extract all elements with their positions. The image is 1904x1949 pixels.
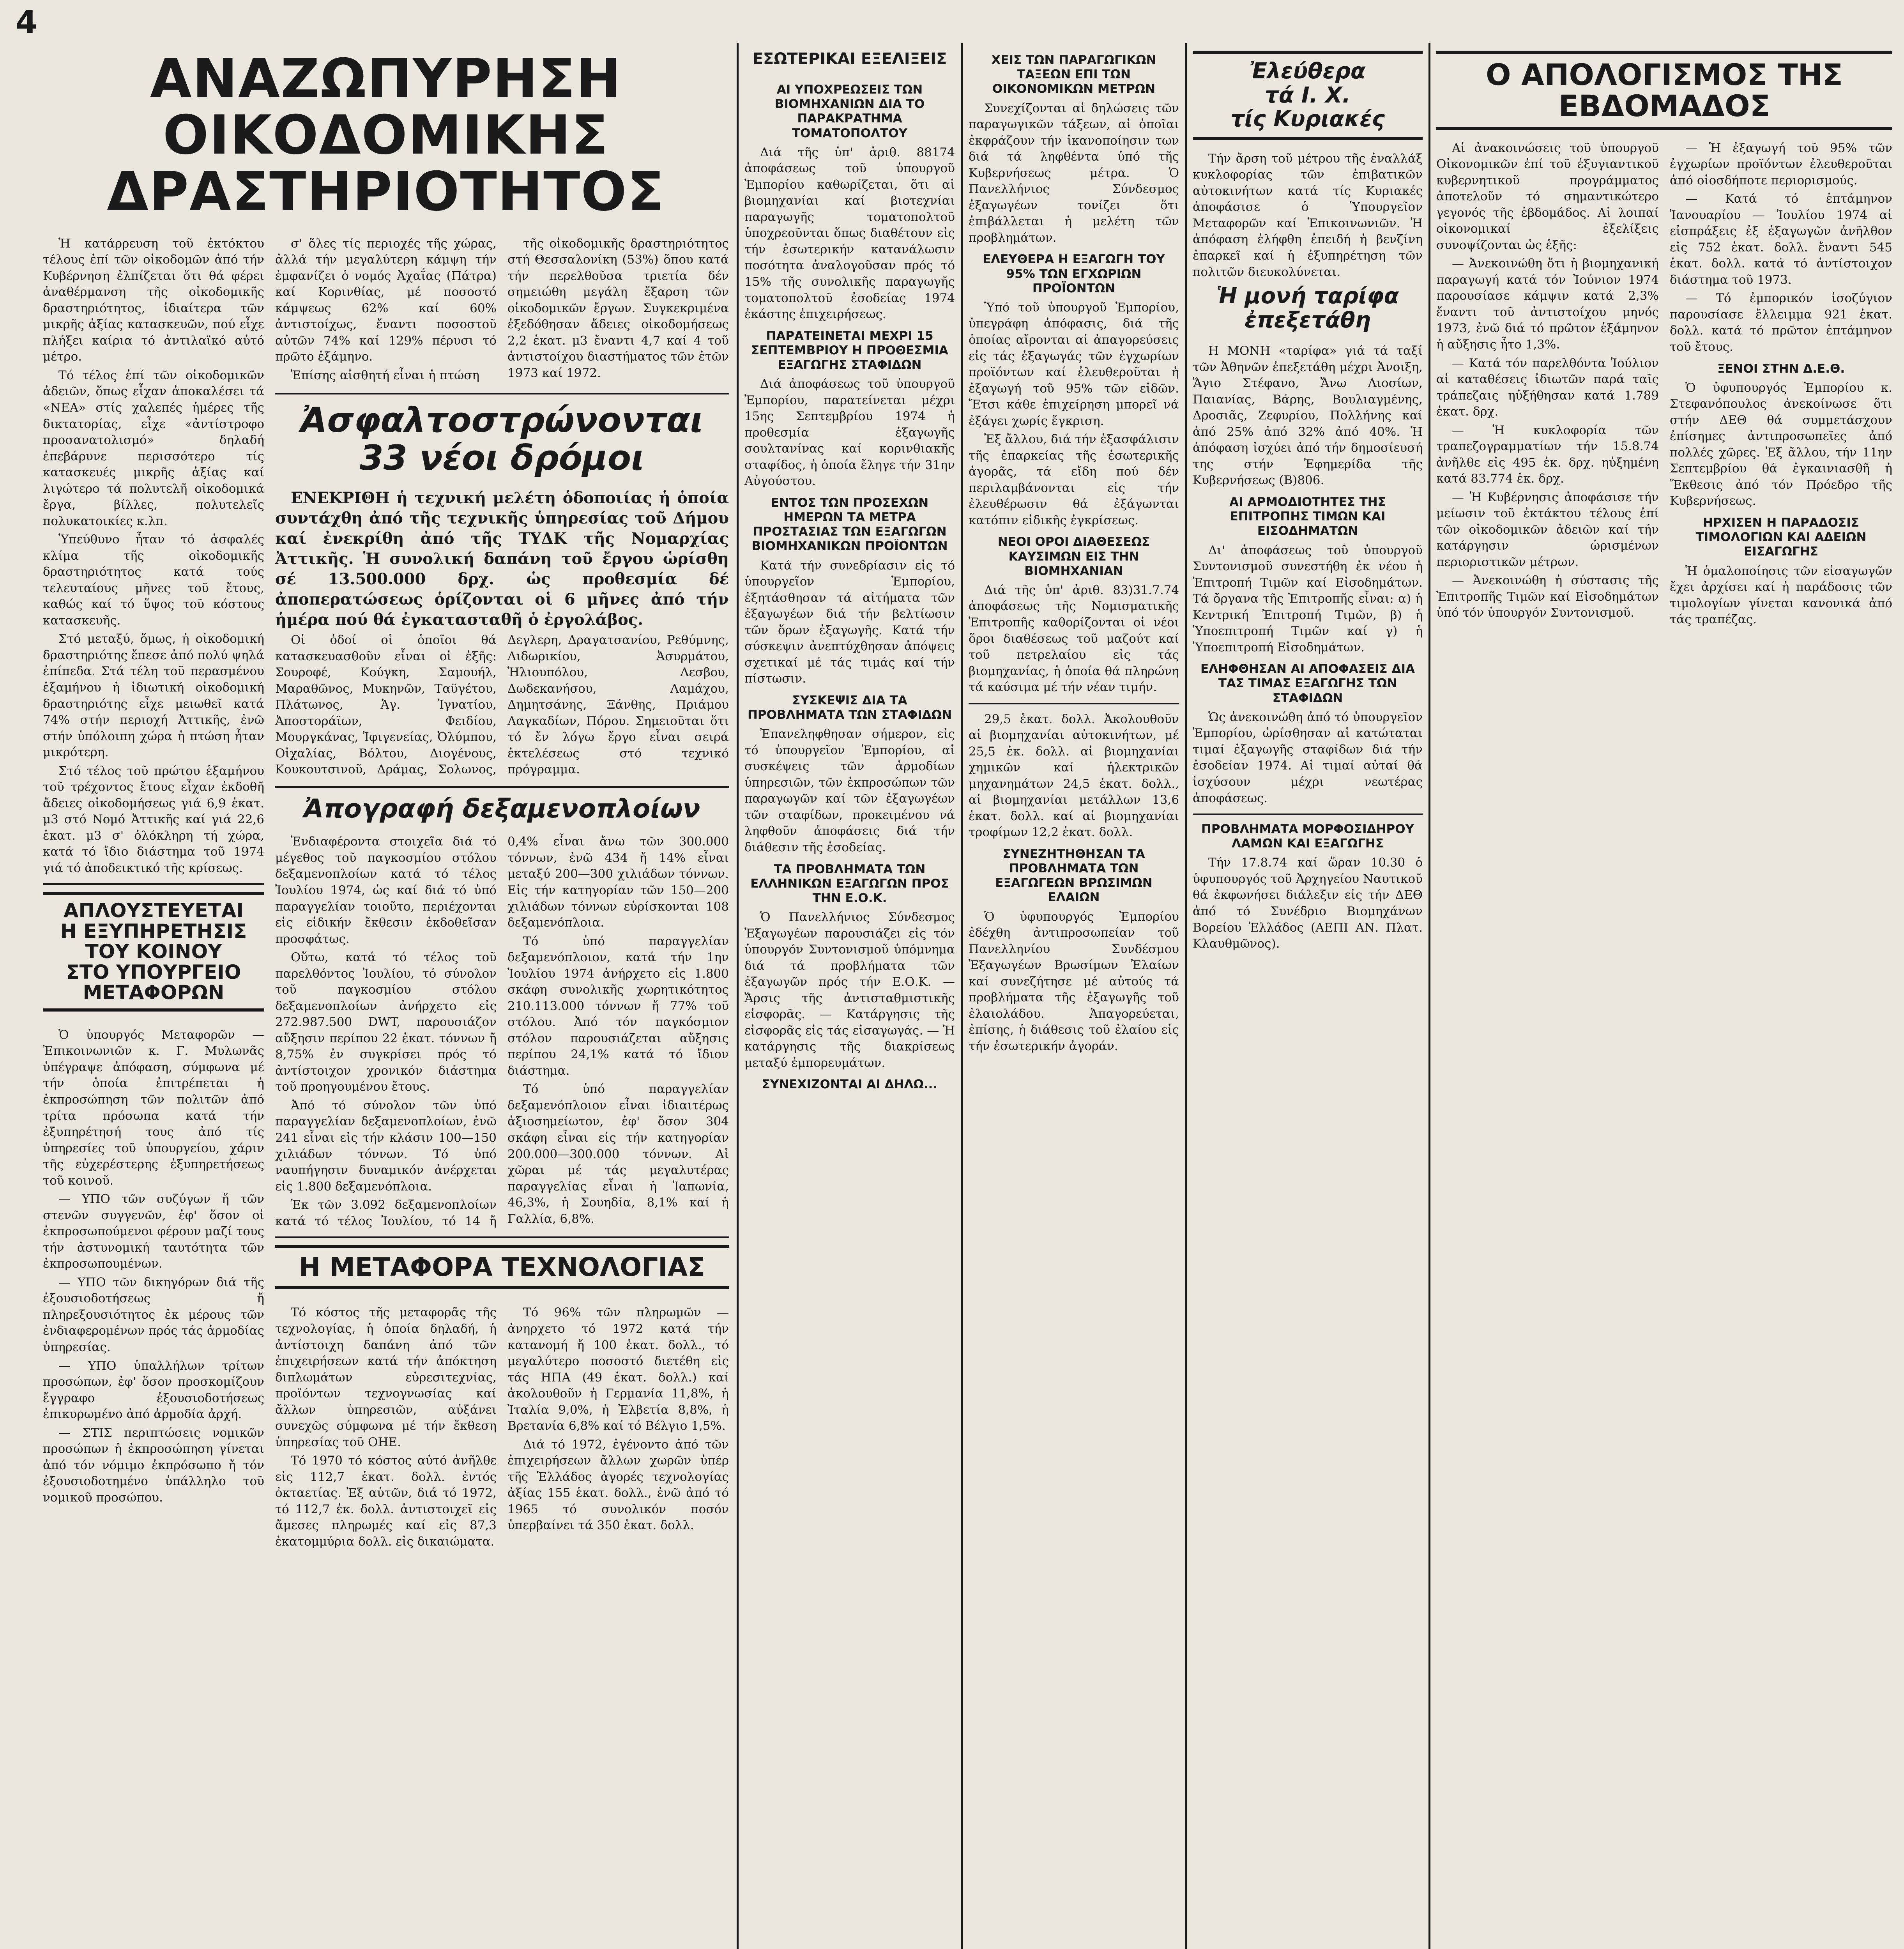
column6-paragraph: Δι' ἀποφάσεως τοῦ ὑπουργοῦ Συντονισμοῦ συνεστήθη ἐκ νέου ἡ Ἐπιτροπή Τιμῶν καί Εἰσοδημάτων. Τά ὄργανα τῆς Ἐπιτροπῆς εἶναι: α) ἡ Κεντρική Ἐπιτροπή Τιμῶν, β) ἡ Ὑποεπιτροπή Τιμῶν καί γ) ἡ Ὑποεπιτροπή Εἰσοδημάτων. — [1193, 543, 1423, 654]
column5-paragraph: Συνεχίζονται αἱ δηλώσεις τῶν παραγωγικῶν τάξεων, αἱ ὁποῖαι ἐκφράζουν τήν ἱκανοποίησιν των διά τά ληφθέντα ὑπό τῆς Κυβερνήσεως μέτρα. Ὁ Πανελλήνιος Σύνδεσμος ἐξαγωγέων τονίζει ὅτι ἐπιβάλλεται ἡ μελέτη τῶν προβλημάτων. — [969, 101, 1179, 245]
column7-headline: Ο ΑΠΟΛΟΓΙΣΜΟΣ ΤΗΣ ΕΒΔΟΜΑΔΟΣ — [1436, 51, 1892, 130]
article1-paragraph: Στό τέλος τοῦ πρώτου ἑξαμήνου τοῦ τρέχοντος ἔτους εἶχαν ἐκδοθῆ ἄδειες οἰκοδομήσεως γιά 6,9 ἑκατ. μ3 στό Νομό Ἀττικῆς καί γιά 22,6 ἑκατ. μ3 σ' ὁλόκληρη τή χώρα, κατά τό ἴδιο διάστημα τοῦ 1974 γιά τό ἀποδεικτικό τῆς κρίσεως. — [43, 764, 264, 875]
article4-headline — [43, 892, 264, 1012]
column7-paragraph: — Κατά τό ἑπτάμηνον Ἰανουαρίου — Ἰουλίου 1974 αἱ εἰσπράξεις ἐξ ἐξαγωγῶν ἀνῆλθον εἰς 752 ἑκατ. δολλ. ἔναντι 545 ἑκατ. δολλ. κατά τό ἀντίστοιχον διάστημα τοῦ 1973. — [1670, 192, 1892, 287]
column4-paragraph: Διά τῆς ὑπ' ἀριθ. 88174 ἀποφάσεως τοῦ ὑπουργοῦ Ἐμπορίου καθωρίζεται, ὅτι αἱ βιομηχανίαι καί βιοτεχνίαι παραγωγῆς τοματοπολτοῦ ὑποχρεοῦνται ὅπως διαθέτουν εἰς τήν ἐσωτερικήν κατανάλωσιν ποσότητα ἀναλογοῦσαν πρός τό 15% τῆς συνολικῆς παραγωγῆς τοματοπολτοῦ ἐσοδείας 1974 ἐκάστης ἐπιχειρήσεως. — [744, 145, 955, 322]
column-5 — [969, 47, 1179, 1949]
column5-subhead: ΣΥΝΕΖΗΤΗΘΗΣΑΝ ΤΑ ΠΡΟΒΛΗΜΑΤΑ ΤΩΝ ΕΞΑΓΩΓΕΩΝ ΒΡΩΣΙΜΩΝ ΕΛΑΙΩΝ — [995, 847, 1153, 905]
column4-subhead: ΠΑΡΑΤΕΙΝΕΤΑΙ ΜΕΧΡΙ 15 ΣΕΠΤΕΜΒΡΙΟΥ Η ΠΡΟΘΕΣΜΙΑ ΕΞΑΓΩΓΗΣ ΣΤΑΦΙΔΩΝ — [751, 329, 948, 372]
divider — [969, 703, 1179, 704]
article2-headline — [275, 401, 729, 477]
continued-note: ΣΥΝΕΧΙΖΟΝΤΑΙ ΑΙ ΔΗΛΩ... — [762, 1077, 938, 1092]
column7-paragraph: — Τό ἐμπορικόν ἰσοζύγιον παρουσίασε ἔλλειμμα 921 ἑκατ. δολλ. κατά τό πρῶτον ἑπτάμηνον τοῦ ἔτους. — [1670, 291, 1892, 354]
column6-headline — [1193, 51, 1423, 140]
article4-paragraph: — ΥΠΟ ὑπαλλήλων τρίτων προσώπων, ἐφ' ὅσον προσκομίζουν ἔγγραφο ἐξουσιοδοτήσεως ἐπικυρωμένο ἀπό ἁρμοδία ἀρχή. — [43, 1358, 264, 1422]
column7-body — [1436, 140, 1892, 628]
column4-subhead: ΣΥΣΚΕΨΙΣ ΔΙΑ ΤΑ ΠΡΟΒΛΗΜΑΤΑ ΤΩΝ ΣΤΑΦΙΔΩΝ — [747, 693, 952, 722]
column6-headline2 — [1193, 284, 1423, 332]
column5-subhead: ΧΕΙΣ ΤΩΝ ΠΑΡΑΓΩΓΙΚΩΝ ΤΑΞΕΩΝ ΕΠΙ ΤΩΝ ΟΙΚΟΝΟΜΙΚΩΝ ΜΕΤΡΩΝ — [991, 53, 1156, 96]
column4-subhead: ΑΙ ΥΠΟΧΡΕΩΣΕΙΣ ΤΩΝ ΒΙΟΜΗΧΑΝΙΩΝ ΔΙΑ ΤΟ ΠΑΡΑΚΡΑΤΗΜΑ ΤΟΜΑΤΟΠΟΛΤΟΥ — [774, 83, 925, 140]
column6-paragraph: Η ΜΟΝΗ «ταρίφα» γιά τά ταξί τῶν Ἀθηνῶν ἐπεξετάθη μέχρι Ἀνοιξη, Ἅγιο Στέφανο, Ἄνω Λιοσίων, Παιανίας, Βάρης, Βουλιαγμένης, Δροσιᾶς, Ζεφυρίου, Πολλήνης καί ἀπό 25% ἀπό 32% ἀπό 40%. Ἡ ἀπόφαση ἰσχύει ἀπό τήν δημοσίευσή της στήν Ἐφημερίδα τῆς Κυβερνήσεως (Β)806. — [1193, 344, 1423, 488]
column7-paragraph: — Ἡ ἐξαγωγή τοῦ 95% τῶν ἐγχωρίων προϊόντων ἐλευθεροῦται ἀπό οἱοσδήποτε περιορισμούς. — [1670, 141, 1892, 187]
article4-title-line: ΜΕΤΑΦΟΡΩΝ — [83, 981, 225, 1004]
article1-paragraph: Τό τέλος ἐπί τῶν οἰκοδομικῶν ἀδειῶν, ὅπως εἶχαν ἀποκαλέσει τά «ΝΕΑ» στίς χαλεπές ἡμέρες τῆς δικτατορίας, εἶχε «ἀντίστροφο προσανατολισμό» δηλαδή ἐπεβάρυνε περισσότερο τίς κατασκευές μικρῆς ἀξίας καί λιγώτερο τά πολυτελῆ οἰκοδομικά ἔργα, βίλλες, πολυτελεῖς πολυκατοικίες κ.λπ. — [43, 368, 264, 528]
article1-body — [43, 236, 729, 1550]
column7-paragraph: Ἡ ὁμαλοποίησις τῶν εἰσαγωγῶν ἔχει ἀρχίσει καί ἡ παράδοσις τῶν τιμολογίων γίνεται κανονικά ἀπό τάς τραπέζας. — [1670, 564, 1892, 627]
column6-subhead: ΕΛΗΦΘΗΣΑΝ ΑΙ ΑΠΟΦΑΣΕΙΣ ΔΙΑ ΤΑΣ ΤΙΜΑΣ ΕΞΑΓΩΓΗΣ ΤΩΝ ΣΤΑΦΙΔΩΝ — [1200, 662, 1415, 705]
column5-paragraph: Ὑπό τοῦ ὑπουργοῦ Ἐμπορίου, ὑπεγράφη ἀπόφασις, διά τῆς ὁποίας αἴρονται αἱ ἀπαγορεύσεις εἰς τάς ἐξαγωγάς τῶν ἐγχωρίων προϊόντων καί ἐλευθεροῦται ἡ ἐξαγωγή τοῦ 95% τῶν εἰδῶν. Ἔτσι κάθε ἐπιχείρηση μπορεῖ νά ἐξάγει χωρίς ἔγκριση. — [969, 300, 1179, 428]
article1-title-line2: ΔΡΑΣΤΗΡΙΟΤΗΤΟΣ — [107, 160, 665, 223]
column6-paragraph: Τήν ἄρση τοῦ μέτρου τῆς ἐναλλάξ κυκλοφορίας τῶν ἐπιβατικῶν αὐτοκινήτων κατά τίς Κυριακές ἀποφάσισε ὁ Ὑπουργεῖον Μεταφορῶν καί Ἐπικοινωνιῶν. Ἡ ἀπόφαση ἐλήφθη ἐπειδή ἡ βενζίνη ἐπαρκεῖ καί ἡ ἐξυπηρέτηση τῶν πολιτῶν διευκολύνεται. — [1193, 151, 1423, 279]
article4-paragraph: — ΥΠΟ τῶν δικηγόρων διά τῆς ἐξουσιοδοτήσεως ἤ πληρεξουσιότητος ἐκ μέρους τῶν ἐνδιαφερομένων πρός τάς ἁρμοδίας ὑπηρεσίας. — [43, 1275, 264, 1354]
article4-paragraph: Ὁ ὑπουργός Μεταφορῶν — Ἐπικοινωνιῶν κ. Γ. Μυλωνᾶς ὑπέγραψε ἀπόφαση, σύμφωνα μέ τήν ὁποία ἐπιτρέπεται ἡ ἐκπροσώπηση τῶν πολιτῶν ἀπό τρίτα πρόσωπα κατά τήν ἐξυπηρέτησή τους ἀπό τίς ὑπηρεσίες τοῦ ὑπουργείου, χάριν τῆς εὐχερέστερης ἐξυπηρετήσεως τοῦ κοινοῦ. — [43, 1028, 264, 1188]
column6-paragraph: Ὡς ἀνεκοινώθη ἀπό τό ὑπουργεῖον Ἐμπορίου, ὡρίσθησαν αἱ κατώταται τιμαί ἐξαγωγῆς σταφίδων διά τήν ἐσοδείαν 1974. Αἱ τιμαί αὐταί θά ἰσχύσουν μέχρι νεωτέρας ἀποφάσεως. — [1193, 710, 1423, 805]
column7-subhead: ΗΡΧΙΣΕΝ Η ΠΑΡΑΔΟΣΙΣ ΤΙΜΟΛΟΓΙΩΝ ΚΑΙ ΑΔΕΙΩΝ ΕΙΣΑΓΩΓΗΣ — [1695, 515, 1867, 559]
column-rule — [737, 43, 739, 1949]
divider — [275, 786, 729, 788]
divider — [275, 393, 729, 394]
column5-subhead: ΝΕΟΙ ΟΡΟΙ ΔΙΑΘΕΣΕΩΣ ΚΑΥΣΙΜΩΝ ΕΙΣ ΤΗΝ ΒΙΟΜΗΧΑΝΙΑΝ — [997, 535, 1150, 578]
article4-paragraph: — ΥΠΟ τῶν συζύγων ἤ τῶν στενῶν συγγενῶν, ἐφ' ὅσον οἱ ἐκπροσωπούμενοι φέρουν μαζί τους τήν ἀστυνομική ταυτότητα τῶν ἐκπροσωπουμένων. — [43, 1192, 264, 1271]
article5-paragraph: Τό κόστος τῆς μεταφορᾶς τῆς τεχνολογίας, ἡ ὁποία δηλαδή, ἡ ἀντίστοιχη δαπάνη ἀπό τῶν ἐπιχειρήσεων κατά τήν ἀπόκτηση διπλωμάτων εὑρεσιτεχνίας, προϊόντων τεχνογνωσίας καί ἄλλων ὑπηρεσιῶν, αὐξάνει συνεχῶς σύμφωνα μέ τήν ἔκθεση ὑπηρεσίας τοῦ ΟΗΕ. — [275, 1305, 497, 1449]
article4-title-line: ΣΤΟ ΥΠΟΥΡΓΕΙΟ — [66, 960, 241, 983]
column6-subhead: ΠΡΟΒΛΗΜΑΤΑ ΜΟΡΦΟΣΙΔΗΡΟΥ ΛΑΜΩΝ ΚΑΙ ΕΞΑΓΩΓΗΣ — [1201, 822, 1414, 851]
column7-paragraph: — Ἡ Κυβέρνησις ἀποφάσισε τήν μείωσιν τοῦ ἐκτάκτου τέλους ἐπί τῶν οἰκοδομικῶν ἀδειῶν καί τήν κατάργησιν ὡρισμένων περιοριστικῶν μέτρων. — [1436, 490, 1659, 569]
column7-paragraph: — Ἀνεκοινώθη ἡ σύστασις τῆς Ἐπιτροπῆς Τιμῶν καί Εἰσοδημάτων ὑπό τόν ὑπουργόν Συντονισμοῦ. — [1436, 573, 1659, 620]
column-4 — [744, 47, 955, 1949]
article5-body — [275, 1305, 729, 1550]
article1-col3 — [507, 236, 729, 386]
section-title: ΕΣΩΤΕΡΙΚΑΙ ΕΞΕΛΙΞΕΙΣ — [752, 50, 947, 68]
column4-paragraph: Ὁ Πανελλήνιος Σύνδεσμος Ἐξαγωγέων παρουσιάζει εἰς τόν ὑπουργόν Συντονισμοῦ ὑπόμνημα διά τά προβλήματα τῶν ἐξαγωγῶν πρός τήν Ε.Ο.Κ. — Ἄρσις τῆς ἀντισταθμιστικῆς εἰσφορᾶς. — Κατάργησις τῆς εἰσφορᾶς εἰς τάς εἰσαγωγάς. — Ἡ κατάργησις τῆς διακρίσεως μεταξύ ἐμπορευμάτων. — [744, 910, 955, 1070]
article3-paragraph: Ἀπό τό σύνολον τῶν ὑπό παραγγελίαν δεξαμενοπλοίων, ἐνῶ 241 εἶναι εἰς τήν κλάσιν 100—150 χιλιάδων τόννων. Τό ὑπό ναυπήγησιν δυναμικόν ἀνέρχεται εἰς 1.800 δεξαμενόπλοια. — [275, 1098, 497, 1194]
article1-paragraph: σ' ὅλες τίς περιοχές τῆς χώρας, ἀλλά τήν μεγαλύτερη κάμψη τήν ἐμφανίζει ὁ νομός Ἀχαΐας (Πάτρα) καί Κορινθίας, μέ ποσοστό κάμψεως 62% καί 60% ἀντιστοίχως, ἔναντι ποσοστοῦ αὐτῶν 74% καί 129% πέρυσι τό πρῶτο ἑξάμηνο. — [275, 236, 497, 364]
column-rule — [1428, 43, 1430, 1949]
divider — [43, 883, 264, 885]
column7-paragraph: Αἱ ἀνακοινώσεις τοῦ ὑπουργοῦ Οἰκονομικῶν ἐπί τοῦ ἐξυγιαντικοῦ κυβερνητικοῦ προγράμματος ἀποτελοῦν τό σημαντικώτερο γεγονός τῆς ἑβδομάδος. Αἱ λοιπαί οἰκονομικαί ἐξελίξεις συνοψίζονται ὡς ἑξῆς: — [1436, 141, 1659, 252]
column-7 — [1436, 47, 1892, 1949]
article3-paragraph: Ἐκ τῶν 3.092 δεξαμενοπλοίων κατά τό τέλος Ἰουλίου, τό 14 ἤ 0,4% εἶναι ἄνω τῶν 300.000 τόννων, ἐνῶ 434 ἤ 14% εἶναι μεταξύ 200—300 χιλιάδων τόννων. Εἰς τήν κατηγορίαν τῶν 150—200 χιλιάδων τόννων εὑρίσκονται 108 δεξαμενόπλοια. — [275, 835, 729, 1228]
column5-paragraph: 29,5 ἑκατ. δολλ. Ἀκολουθοῦν αἱ βιομηχανίαι αὐτοκινήτων, μέ 25,5 ἑκ. δολλ. αἱ βιομηχανίαι χημικῶν καί ἠλεκτρικῶν μηχανημάτων 24,5 ἑκατ. δολλ., αἱ βιομηχανίαι μετάλλων 13,6 ἑκατ. δολλ. καί αἱ βιομηχανίαι τροφίμων 12,2 ἑκατ. δολλ. — [969, 712, 1179, 840]
left-block — [43, 47, 729, 1949]
article3-headline: Ἀπογραφή δεξαμενοπλοίων — [304, 793, 700, 824]
divider — [275, 1236, 729, 1238]
article3-paragraph: Οὕτω, κατά τό τέλος τοῦ παρελθόντος Ἰουλίου, τό σύνολον τοῦ παγκοσμίου στόλου δεξαμενοπλοίων ἀνήρχετο εἰς 272.987.500 DWT, παρουσιάζον αὔξησιν περίπου 22 ἑκατ. τόννων ἤ 8,75% ἐν συγκρίσει πρός τό ἀντίστοιχον χρονικόν διάστημα τοῦ προηγουμένου ἔτους. — [275, 950, 497, 1094]
article1-paragraph: Στό μεταξύ, ὅμως, ἡ οἰκοδομική δραστηριότης ἔπεσε ἀπό πολύ ψηλά ἐπίπεδα. Στά τέλη τοῦ περασμένου ἑξαμήνου ἡ ἰδιωτική οἰκοδομική δραστηριότης εἶχε μειωθεῖ κατά 74% στήν περιοχή Ἀττικῆς, ἐνῶ στήν ὑπόλοιπη χώρα ἡ πτώση ἦταν μικρότερη. — [43, 632, 264, 760]
article3-paragraph: Τό ὑπό παραγγελίαν δεξαμενόπλοιον, κατά τήν 1ην Ἰουλίου 1974 ἀνήρχετο εἰς 1.800 σκάφη συνολικῆς χωρητικότητος 210.113.000 τόννων ἤ 77% τοῦ στόλου. Ἀπό τόν παγκόσμιον στόλον παρουσιάζεται αὔξησις περίπου 24,1% κατά τό ἴδιον διάστημα. — [507, 934, 729, 1078]
column-6 — [1193, 47, 1423, 1949]
column6-paragraph: Τήν 17.8.74 καί ὥραν 10.30 ὁ ὑφυπουργός τοῦ Ἀρχηγείου Ναυτικοῦ θά ἐκφωνήσει διάλεξιν εἰς τήν ΔΕΘ ἀπό τό Συνέδριο Βιομηχάνων Βορείου Ἑλλάδος (ΑΕΠΙ ΑΝ. Πλατ. Κλαυθμῶνος). — [1193, 856, 1423, 951]
article1-title-line1: ΑΝΑΖΩΠΥΡΗΣΗ ΟΙΚΟΔΟΜΙΚΗΣ — [150, 47, 622, 166]
column7-subhead: ΞΕΝΟΙ ΣΤΗΝ Δ.Ε.Θ. — [1717, 361, 1845, 376]
column4-paragraph: Διά ἀποφάσεως τοῦ ὑπουργοῦ Ἐμπορίου, παρατείνεται μέχρι 15ης Σεπτεμβρίου 1974 ἡ προθεσμία ἐξαγωγῆς σουλτανίνας καί κορινθιακῆς σταφίδος, ἡ ὁποία ἔληγε τήν 31ην Αὐγούστου. — [744, 377, 955, 488]
article2-lead: ΕΝΕΚΡΙΘΗ ἡ τεχνική μελέτη ὁδοποιίας ἡ ὁποία συντάχθη ἀπό τῆς τεχνικῆς ὑπηρεσίας τοῦ Δήμου καί ἐνεκρίθη ἀπό τῆς ΤΥΔΚ τῆς Νομαρχίας Ἀττικῆς. Ἡ συνολική δαπάνη τοῦ ἔργου ὡρίσθη σέ 13.500.000 δρχ. ὡς προθεσμία δέ ἀποπερατώσεως ὁρίζονται οἱ 6 μῆνες ἀπό τήν ἡμέρα πού θά ἐγκατασταθῆ ὁ ἐργολάβος. — [275, 489, 729, 629]
column6-title2-line: ἐπεξετάθη — [1245, 307, 1371, 333]
article4-title-line: Η ΕΞΥΠΗΡΕΤΗΣΙΣ — [60, 920, 247, 943]
article5-paragraph: Τό 96% τῶν πληρωμῶν — ἀνηρχετο τό 1972 κατά τήν κατανομή ἤ 100 ἑκατ. δολλ., τό μεγαλύτερο ποσοστό διετέθη εἰς τάς ΗΠΑ (49 ἑκατ. δολλ.) καί ἀκολουθοῦν ἡ Γερμανία 11,8%, ἡ Ἰταλία 9,0%, ἡ Ἐλβετία 8,8%, ἡ Βρετανία 6,8% καί τό Βέλγιο 1,5%. — [507, 1305, 729, 1433]
article2-title-line2: 33 νέοι δρόμοι — [359, 438, 645, 478]
article3-paragraph: Ἐνδιαφέροντα στοιχεῖα διά τό μέγεθος τοῦ παγκοσμίου στόλου δεξαμενοπλοίων κατά τό τέλος Ἰουλίου 1974, ὡς καί διά τό ὑπό παραγγελίαν τοιοῦτο, περιέχονται εἰς εἰδικήν ἔκθεσιν ἐκδοθεῖσαν προσφάτως. — [275, 835, 497, 946]
article4-title-line: ΑΠΛΟΥΣΤΕΥΕΤΑΙ — [63, 899, 244, 922]
article4-title-line: ΤΟΥ ΚΟΙΝΟΥ — [85, 940, 222, 963]
column-rule — [1185, 43, 1187, 1949]
column5-paragraph: Διά τῆς ὑπ' ἀριθ. 83)31.7.74 ἀποφάσεως τῆς Νομισματικῆς Ἐπιτροπῆς καθορίζονται οἱ νέοι ὅροι διαθέσεως τοῦ μαζούτ καί τοῦ πετρελαίου εἰς τάς βιομηχανίας, ἡ ὁποία θά πληρώνη τά καύσιμα μέ τήν νέαν τιμήν. — [969, 583, 1179, 695]
column4-paragraph: Κατά τήν συνεδρίασιν εἰς τό ὑπουργεῖον Ἐμπορίου, ἐξητάσθησαν τά αἰτήματα τῶν ἐξαγωγέων διά τήν βελτίωσιν τῶν ὅρων ἐξαγωγῆς. Κατά τήν σύσκεψιν ἀνεπτύχθησαν ἀπόψεις σχετικαί μέ τάς τιμάς καί τήν πίστωσιν. — [744, 558, 955, 686]
article2-title-line1: Ἀσφαλτοστρώνονται — [301, 400, 704, 440]
column5-subhead: ΕΛΕΥΘΕΡΑ Η ΕΞΑΓΩΓΗ ΤΟΥ 95% ΤΩΝ ΕΓΧΩΡΙΩΝ ΠΡΟΪΟΝΤΩΝ — [983, 252, 1165, 295]
column7-paragraph: — Κατά τόν παρελθόντα Ἰούλιον αἱ καταθέσεις ἰδιωτῶν παρά ταῖς τράπεζαις ηὐξήθησαν κατά 1.789 ἑκατ. δρχ. — [1436, 356, 1659, 419]
column5-paragraph: Ἐξ ἄλλου, διά τήν ἐξασφάλισιν τῆς ἐπαρκείας τῆς ἐσωτερικῆς ἀγορᾶς, τά εἴδη πού δέν περιλαμβάνονται εἰς τήν ἐλευθέρωσιν θά ἐξάγωνται κατόπιν εἰδικῆς ἐγκρίσεως. — [969, 432, 1179, 527]
article1-paragraph: τῆς οἰκοδομικῆς δραστηριότητος στή Θεσσαλονίκη (53%) ὅπου κατά τήν περελθοῦσα τριετία δέν σημειώθη μεγάλη ἔξαρση τῶν οἰκοδομικῶν ἔργων. Συγκεκριμένα ἐξεδόθησαν ἄδειες οἰκοδομήσεως 2,2 ἑκατ. μ3 ἔναντι 4,7 καί 4 τοῦ ἀντιστοίχου διαστήματος τῶν ἐτῶν 1973 καί 1972. — [507, 236, 729, 380]
column4-paragraph: Ἐπανεληφθησαν σήμερον, εἰς τό ὑπουργεῖον Ἐμπορίου, αἱ συσκέψεις τῶν ἁρμοδίων ὑπηρεσιῶν, τῶν ἐκπροσώπων τῶν παραγωγῶν καί τῶν ἐξαγωγέων τῶν σταφίδων, προκειμένου νά ληφθοῦν ἀποφάσεις διά τήν διάθεσιν τῆς ἐσοδείας. — [744, 727, 955, 854]
article5-headline: Η ΜΕΤΑΦΟΡΑ ΤΕΧΝΟΛΟΓΙΑΣ — [275, 1245, 729, 1289]
article1-col2 — [275, 236, 497, 386]
article1-paragraph: Ὑπεύθυνο ἦταν τό ἀσφαλές κλίμα τῆς οἰκοδομικῆς δραστηριότητος κατά τούς τελευταίους μῆνες τοῦ ἔτους, καθώς καί τό ὕψος τοῦ κόστους κατασκευῆς. — [43, 532, 264, 628]
column7-paragraph: — Ἀνεκοινώθη ὅτι ἡ βιομηχανική παραγωγή κατά τόν Ἰούνιον 1974 παρουσίασε κάμψιν κατά 2,3% ἔναντι τοῦ ἀντιστοίχου μηνός 1973, ἐνῶ διά τό πρῶτον ἑξάμηνον ἡ αὔξησις ἦτο 1,3%. — [1436, 256, 1659, 352]
article4-paragraph: — ΣΤΙΣ περιπτώσεις νομικῶν προσώπων ἡ ἐκπροσώπηση γίνεται ἀπό τόν νόμιμο ἐκπρόσωπο ἤ τόν ἐξουσιοδοτημένο ὑπάλληλο τοῦ νομικοῦ προσώπου. — [43, 1425, 264, 1505]
column6-title2-line: Ἡ μονή ταρίφα — [1216, 283, 1399, 309]
article3-paragraph: Τό ὑπό παραγγελίαν δεξαμενόπλοιον εἶναι ἰδιαιτέρως ἀξιοσημείωτον, ἐφ' ὅσον 304 σκάφη εἶναι εἰς τήν κατηγορίαν 200.000—300.000 τόννων. Αἱ χῶραι μέ τάς μεγαλυτέρας παραγγελίας εἶναι ἡ Ἰαπωνία, 46,3%, ἡ Σουηδία, 8,1% καί ἡ Γαλλία, 6,8%. — [507, 1082, 729, 1226]
column4-subhead: ΕΝΤΟΣ ΤΩΝ ΠΡΟΣΕΧΩΝ ΗΜΕΡΩΝ ΤΑ ΜΕΤΡΑ ΠΡΟΣΤΑΣΙΑΣ ΤΩΝ ΕΞΑΓΩΓΩΝ ΒΙΟΜΗΧΑΝΙΚΩΝ ΠΡΟΪΟΝΤΩΝ — [751, 495, 948, 554]
article5-paragraph: Διά τό 1972, ἐγένοντο ἀπό τῶν ἐπιχειρήσεων ἄλλων χωρῶν ὑπέρ τῆς Ἑλλάδος ἀγορές τεχνολογίας ἀξίας 155 ἑκατ. δολλ., ἐνῶ ἀπό τό 1965 τό συνολικόν ποσόν ὑπερβαίνει τά 350 ἑκατ. δολλ. — [507, 1437, 729, 1533]
divider — [1193, 814, 1423, 815]
article1-paragraph: Ἡ κατάρρευση τοῦ ἐκτόκτου τέλους ἐπί τῶν οἰκοδομῶν ἀπό τήν Κυβέρνηση ἐλπίζεται ὅτι θά φέρει ἀναθέρμανση τῆς οἰκοδομικῆς δραστηριότητος, ἰδιαίτερα τῶν μικρῆς ἀξίας κατασκευῶν, πού εἶχε πλήξει καίρια τό ἀντιλαϊκό αὐτό μέτρο. — [43, 236, 264, 364]
column6-subhead: ΑΙ ΑΡΜΟΔΙΟΤΗΤΕΣ ΤΗΣ ΕΠΙΤΡΟΠΗΣ ΤΙΜΩΝ ΚΑΙ ΕΙΣΟΔΗΜΑΤΩΝ — [1229, 495, 1386, 538]
article1-cols-2-3 — [275, 236, 729, 386]
column6-title-line: τίς Κυριακές — [1230, 106, 1385, 132]
column5-paragraph: Ὁ ὑφυπουργός Ἐμπορίου ἐδέχθη ἀντιπροσωπείαν τοῦ Πανελληνίου Συνδέσμου Ἐξαγωγέων Βρωσίμων Ἐλαίων καί συνεζήτησε μέ αὐτούς τά προβλήματα τῆς ἐξαγωγῆς τοῦ ἐλαιολάδου. Ἀπαγορεύεται, ἐπίσης, ἡ διάθεσις τοῦ ἐλαίου εἰς τήν ἐσωτερικήν ἀγοράν. — [969, 909, 1179, 1053]
article2-paragraph: Οἱ ὁδοί οἱ ὁποῖοι θά κατασκευασθοῦν εἶναι οἱ ἑξῆς: Σουροφέ, Κούγκη, Σαμουήλ, Μαραθῶνος, Μυκηνῶν, Ταϋγέτου, Πλάτωνος, Ἁγ. Ἰγνατίου, Ἀποστοράϊων, Φειδίου, Μουργκάνας, Ἰφιγενείας, Ὀλύμπου, Οἰχαλίας, Βόλτου, Διογένους, Κουκουτσινοῦ, Δράμας, Σολωνος, Δεγλερη, Δραγατσανίου, Ρεθύμνης, Λιδωρικίου, Ἀσυρμάτου, Ἡλιουπόλου, Λεσβου, Δωδεκανήσου, Λαμάχου, Δημητσάνης, Ξάνθης, Πριάμου Λαγκαδίων, Πόρου. Σημειοῦται ὅτι τό ἔν λόγω ἔργο εἶναι σειρά ἐκτελέσεως στό τεχνικό πρόγραμμα. — [275, 633, 729, 777]
column7-paragraph: Ὁ ὑφυπουργός Ἐμπορίου κ. Στεφανόπουλος ἀνεκοίνωσε ὅτι στήν ΔΕΘ θά συμμετάσχουν ἐπίσημες ἀντιπροσωπεῖες ἀπό πολλές χῶρες. Ἐξ ἄλλου, τήν 11ην Σεπτεμβρίου θά ἐγκαινιασθῆ ἡ Ἔκθεσις ἀπό τόν Πρόεδρο τῆς Κυβερνήσεως. — [1670, 380, 1892, 508]
article1-headline — [43, 47, 729, 223]
column7-paragraph: — Ἡ κυκλοφορία τῶν τραπεζογραμματίων τήν 15.8.74 ἀνῆλθε εἰς 495 ἑκ. δρχ. ηὐξημένη κατά 83.774 ἑκ. δρχ. — [1436, 423, 1659, 486]
article1-col1 — [43, 236, 264, 1550]
column6-title-line: τά Ι. Χ. — [1265, 82, 1351, 108]
page-number: 4 — [16, 4, 37, 40]
article5-paragraph: Τό 1970 τό κόστος αὐτό ἀνῆλθε εἰς 112,7 ἑκατ. δολλ. ἐντός ὀκταετίας. Ἐξ αὐτῶν, διά τό 1972, τό 112,7 ἑκ. δολλ. ἀντιστοιχεῖ εἰς ἄμεσες πληρωμές καί εἰς 87,3 ἑκατομμύρια δολλ. εἰς δικαιώματα. — [275, 1454, 497, 1549]
column-rule — [961, 43, 963, 1949]
column4-subhead: ΤΑ ΠΡΟΒΛΗΜΑΤΑ ΤΩΝ ΕΛΛΗΝΙΚΩΝ ΕΞΑΓΩΓΩΝ ΠΡΟΣ ΤΗΝ Ε.Ο.Κ. — [750, 862, 949, 905]
column6-title-line: Ἐλεύθερα — [1250, 58, 1366, 84]
article3-body — [275, 834, 729, 1229]
article2-body — [275, 632, 729, 779]
article1-paragraph: Ἐπίσης αἰσθητή εἶναι ἡ πτώση — [291, 368, 479, 382]
article1-right — [275, 236, 729, 1550]
